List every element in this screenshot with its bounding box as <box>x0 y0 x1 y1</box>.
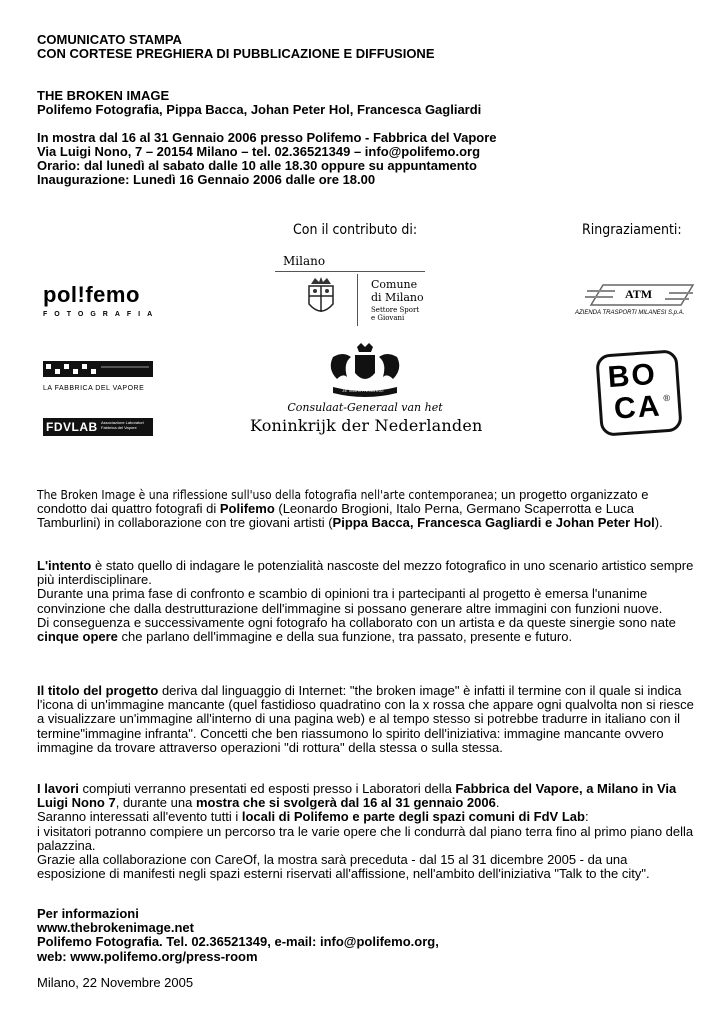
comune-name-2: di Milano <box>371 291 424 304</box>
contributo-label: Con il contributo di: <box>293 222 418 238</box>
ringraziamenti-label: Ringraziamenti: <box>582 222 682 238</box>
fdvlab-tag-1: Associazione Laboratori <box>101 420 144 425</box>
inauguration-line: Inaugurazione: Lunedì 16 Gennaio 2006 dalle ore 18.00 <box>37 172 376 187</box>
release-date: Milano, 22 Novembre 2005 <box>37 975 194 990</box>
address-line: Via Luigi Nono, 7 – 20154 Milano – tel. 02.36521349 – info@polifemo.org <box>37 144 481 159</box>
intro-lead: The Broken Image è una riflessione sull'uso della fotografia nell'arte contemporanea <box>37 488 494 502</box>
atm-name: ATM <box>625 287 653 301</box>
fdvlab-tag-2: Fabbrica del Vapore <box>101 425 137 430</box>
atm-subtitle: AZIENDA TRASPORTI MILANESI S.p.A. <box>575 310 685 316</box>
opening-hours: Orario: dal lunedì al sabato dalle 10 alle 18.30 oppure su appuntamento <box>37 158 477 173</box>
fabbrica-pattern-icon <box>43 361 153 377</box>
paragraph-titolo: Il titolo del progetto deriva dal linguaggio di Internet: "the broken image" è infatti il termine con il quale si indica l'icona di un'immagine mancante (quel fastidioso quadratino con la x rossa che appare ogni qualvolta non si riesce a visualizzare un'immagine all'interno di una pagina web) e al tempo stesso si potrebbe tradurre in italiano con il termine"immagine infranta". Concetti che ben riassumono lo spirito dell'iniziativa: immagine mancante ovvero immagine da trovare attraverso operazioni "di rottura" della stessa o sulla stessa. <box>37 683 694 755</box>
comune-city: Milano <box>283 254 326 268</box>
atm-logo <box>575 283 695 319</box>
paragraph-intento: L'intento è stato quello di indagare le potenzialità nascoste del mezzo fotografico in uno scenario artistico sempre più interdisciplinare. Durante una prima fase di confronto e scambio di opinioni tra i partecipanti al progetto è emersa l'unanime convinzione che dalla destrutturazione dell'immagine si possano generare altre immagini con funzioni nuove. Di conseguenza e successivamente ogni fotografo ha collaborato con un artista e da queste sinergie sono nate cinque opere che parlano dell'immagine e della sua funzione, tra passato, presente e futuro. <box>37 558 694 645</box>
boca-bottom: CA <box>612 389 663 426</box>
boca-top: BO <box>606 357 658 395</box>
comune-dept-1: Settore Sport <box>371 306 420 314</box>
press-title: THE BROKEN IMAGE <box>37 88 170 103</box>
fdvlab-logo <box>43 418 153 436</box>
polifemo-logo <box>43 283 163 318</box>
consulaat-line-2: Koninkrijk der Nederlanden <box>250 416 483 435</box>
consulaat-motto: JE MAINTIENDRAI <box>342 388 384 393</box>
comune-name-1: Comune <box>371 278 418 291</box>
fabbrica-subtitle: LA FABBRICA DEL VAPORE <box>43 385 145 392</box>
polifemo-subtitle: FOTOGRAFIA <box>43 311 160 318</box>
contact-phone-email: Polifemo Fotografia. Tel. 02.36521349, e-mail: info@polifemo.org, <box>37 934 439 950</box>
contacts-block <box>37 907 697 964</box>
contacts-heading: Per informazioni <box>37 906 139 921</box>
paragraph-lavori: I lavori compiuti verranno presentati ed esposti presso i Laboratori della Fabbrica del Vapore, a Milano in Via Luigi Nono 7, durante una mostra che si svolgerà dal 16 al 31 gennaio 2006. Saranno interessati all'evento tutti i locali di Polifemo e parte degli spazi comuni di FdV Lab: i visitatori potranno compiere un percorso tra le varie opere che li condurrà dal piano terra fino al primo piano della palazzina. Grazie alla collaborazione con CareOf, la mostra sarà preceduta - dal 15 al 31 dicembre 2005 - da una esposizione di manifesti negli spazi esterni riservati all'affissione, nell'ambito dell'iniziativa "Talk to the city". <box>37 781 694 882</box>
artists-line: Polifemo Fotografia, Pippa Bacca, Johan Peter Hol, Francesca Gagliardi <box>37 102 482 117</box>
polifemo-name-b: ! <box>77 282 86 307</box>
comune-dept-2: e Giovani <box>371 314 405 322</box>
fdvlab-name: FDVLAB <box>46 420 98 434</box>
fabbrica-vapore-logo <box>43 361 153 391</box>
press-room-link[interactable]: web: www.polifemo.org/press-room <box>37 948 258 964</box>
paragraph-intro: The Broken Image è una riflessione sull'uso della fotografia nell'arte contemporanea; un progetto organizzato e condotto dai quattro fotografi di Polifemo (Leonardo Brogioni, Italo Perna, Germano Scaperrotta e Luca Tamburlini) in collaborazione con tre giovani artisti (Pippa Bacca, Francesca Gagliardi e Johan Peter Hol). <box>37 487 663 531</box>
milano-crest-icon <box>305 276 337 320</box>
polifemo-name-a: pol <box>43 282 78 307</box>
exhibition-dates: In mostra dal 16 al 31 Gennaio 2006 presso Polifemo - Fabbrica del Vapore <box>37 130 497 145</box>
consulaat-logo <box>250 343 483 438</box>
header-line-2: CON CORTESE PREGHIERA DI PUBBLICAZIONE E DIFFUSIONE <box>37 46 435 61</box>
comune-milano-logo <box>275 250 425 330</box>
consulaat-line-1: Consulaat-Generaal van het <box>287 401 443 414</box>
boca-logo <box>595 349 683 437</box>
header-line-1: COMUNICATO STAMPA <box>37 32 182 47</box>
polifemo-name-c: femo <box>85 282 140 307</box>
boca-registered: ® <box>663 392 671 404</box>
website-link[interactable]: www.thebrokenimage.net <box>37 920 194 936</box>
